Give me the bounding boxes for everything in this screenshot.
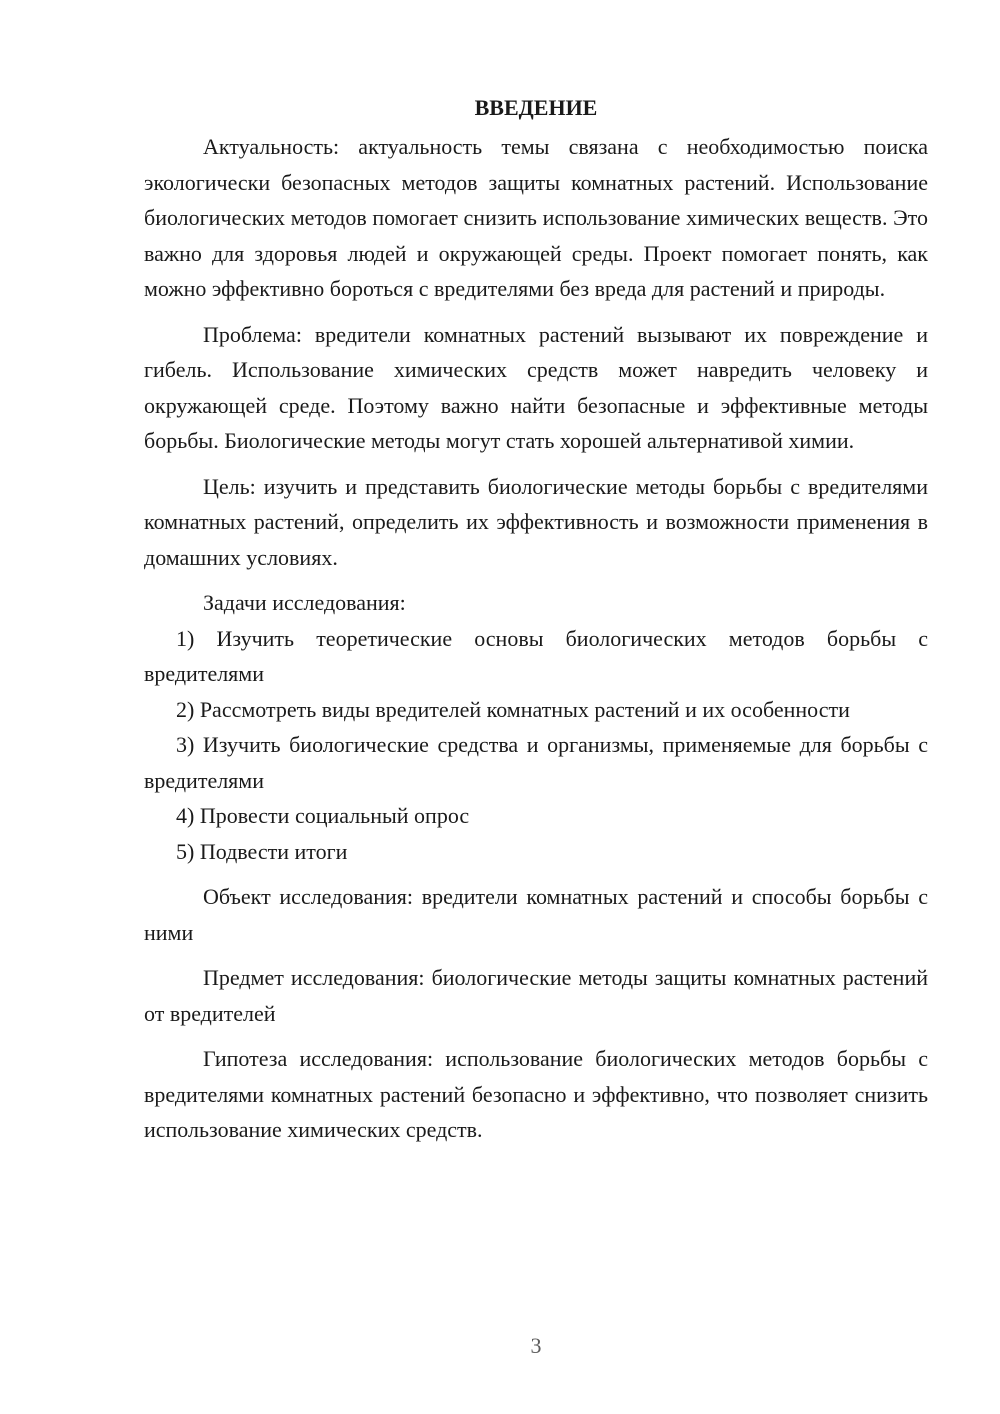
hypothesis-paragraph: Гипотеза исследования: использование биологических методов борьбы с вредителями комнатных растений безопасно и эффективно, что позволяет снизить использование химических средств. — [144, 1046, 928, 1142]
page-number: 3 — [530, 1333, 542, 1358]
task-item-5: 5) Подвести итоги — [176, 838, 348, 864]
task-item-3: 3) Изучить биологические средства и организмы, применяемые для борьбы с вредителями — [144, 732, 928, 793]
relevance-paragraph: Актуальность: актуальность темы связана с необходимостью поиска экологически безопасных методов защиты комнатных растений. Использование биологических методов помогает снизить использование химических веществ. Это важно для здоровья людей и окружающей среды. Проект помогает понять, как можно эффективно бороться с вредителями без вреда для растений и природы. — [144, 134, 928, 301]
tasks-intro: Задачи исследования: — [203, 590, 406, 615]
goal-paragraph: Цель: изучить и представить биологические методы борьбы с вредителями комнатных растений, определить их эффективность и возможности применения в домашних условиях. — [144, 473, 928, 570]
object-paragraph: Объект исследования: вредители комнатных растений и способы борьбы с ними — [144, 884, 928, 945]
problem-paragraph: Проблема: вредители комнатных растений вызывают их повреждение и гибель. Использование химических средств может навредить человеку и окружающей среде. Поэтому важно найти безопасные и эффективные методы борьбы. Биологические методы могут стать хорошей альтернативой химии. — [144, 321, 928, 453]
task-item-2: 2) Рассмотреть виды вредителей комнатных растений и их особенности — [176, 696, 850, 722]
task-item-1: 1) Изучить теоретические основы биологических методов борьбы с вредителями — [144, 625, 928, 686]
document-page — [144, 90, 928, 1148]
task-item-4: 4) Провести социальный опрос — [176, 803, 470, 828]
subject-paragraph: Предмет исследования: биологические методы защиты комнатных растений от вредителей — [144, 965, 928, 1026]
section-heading: ВВЕДЕНИЕ — [474, 95, 598, 120]
